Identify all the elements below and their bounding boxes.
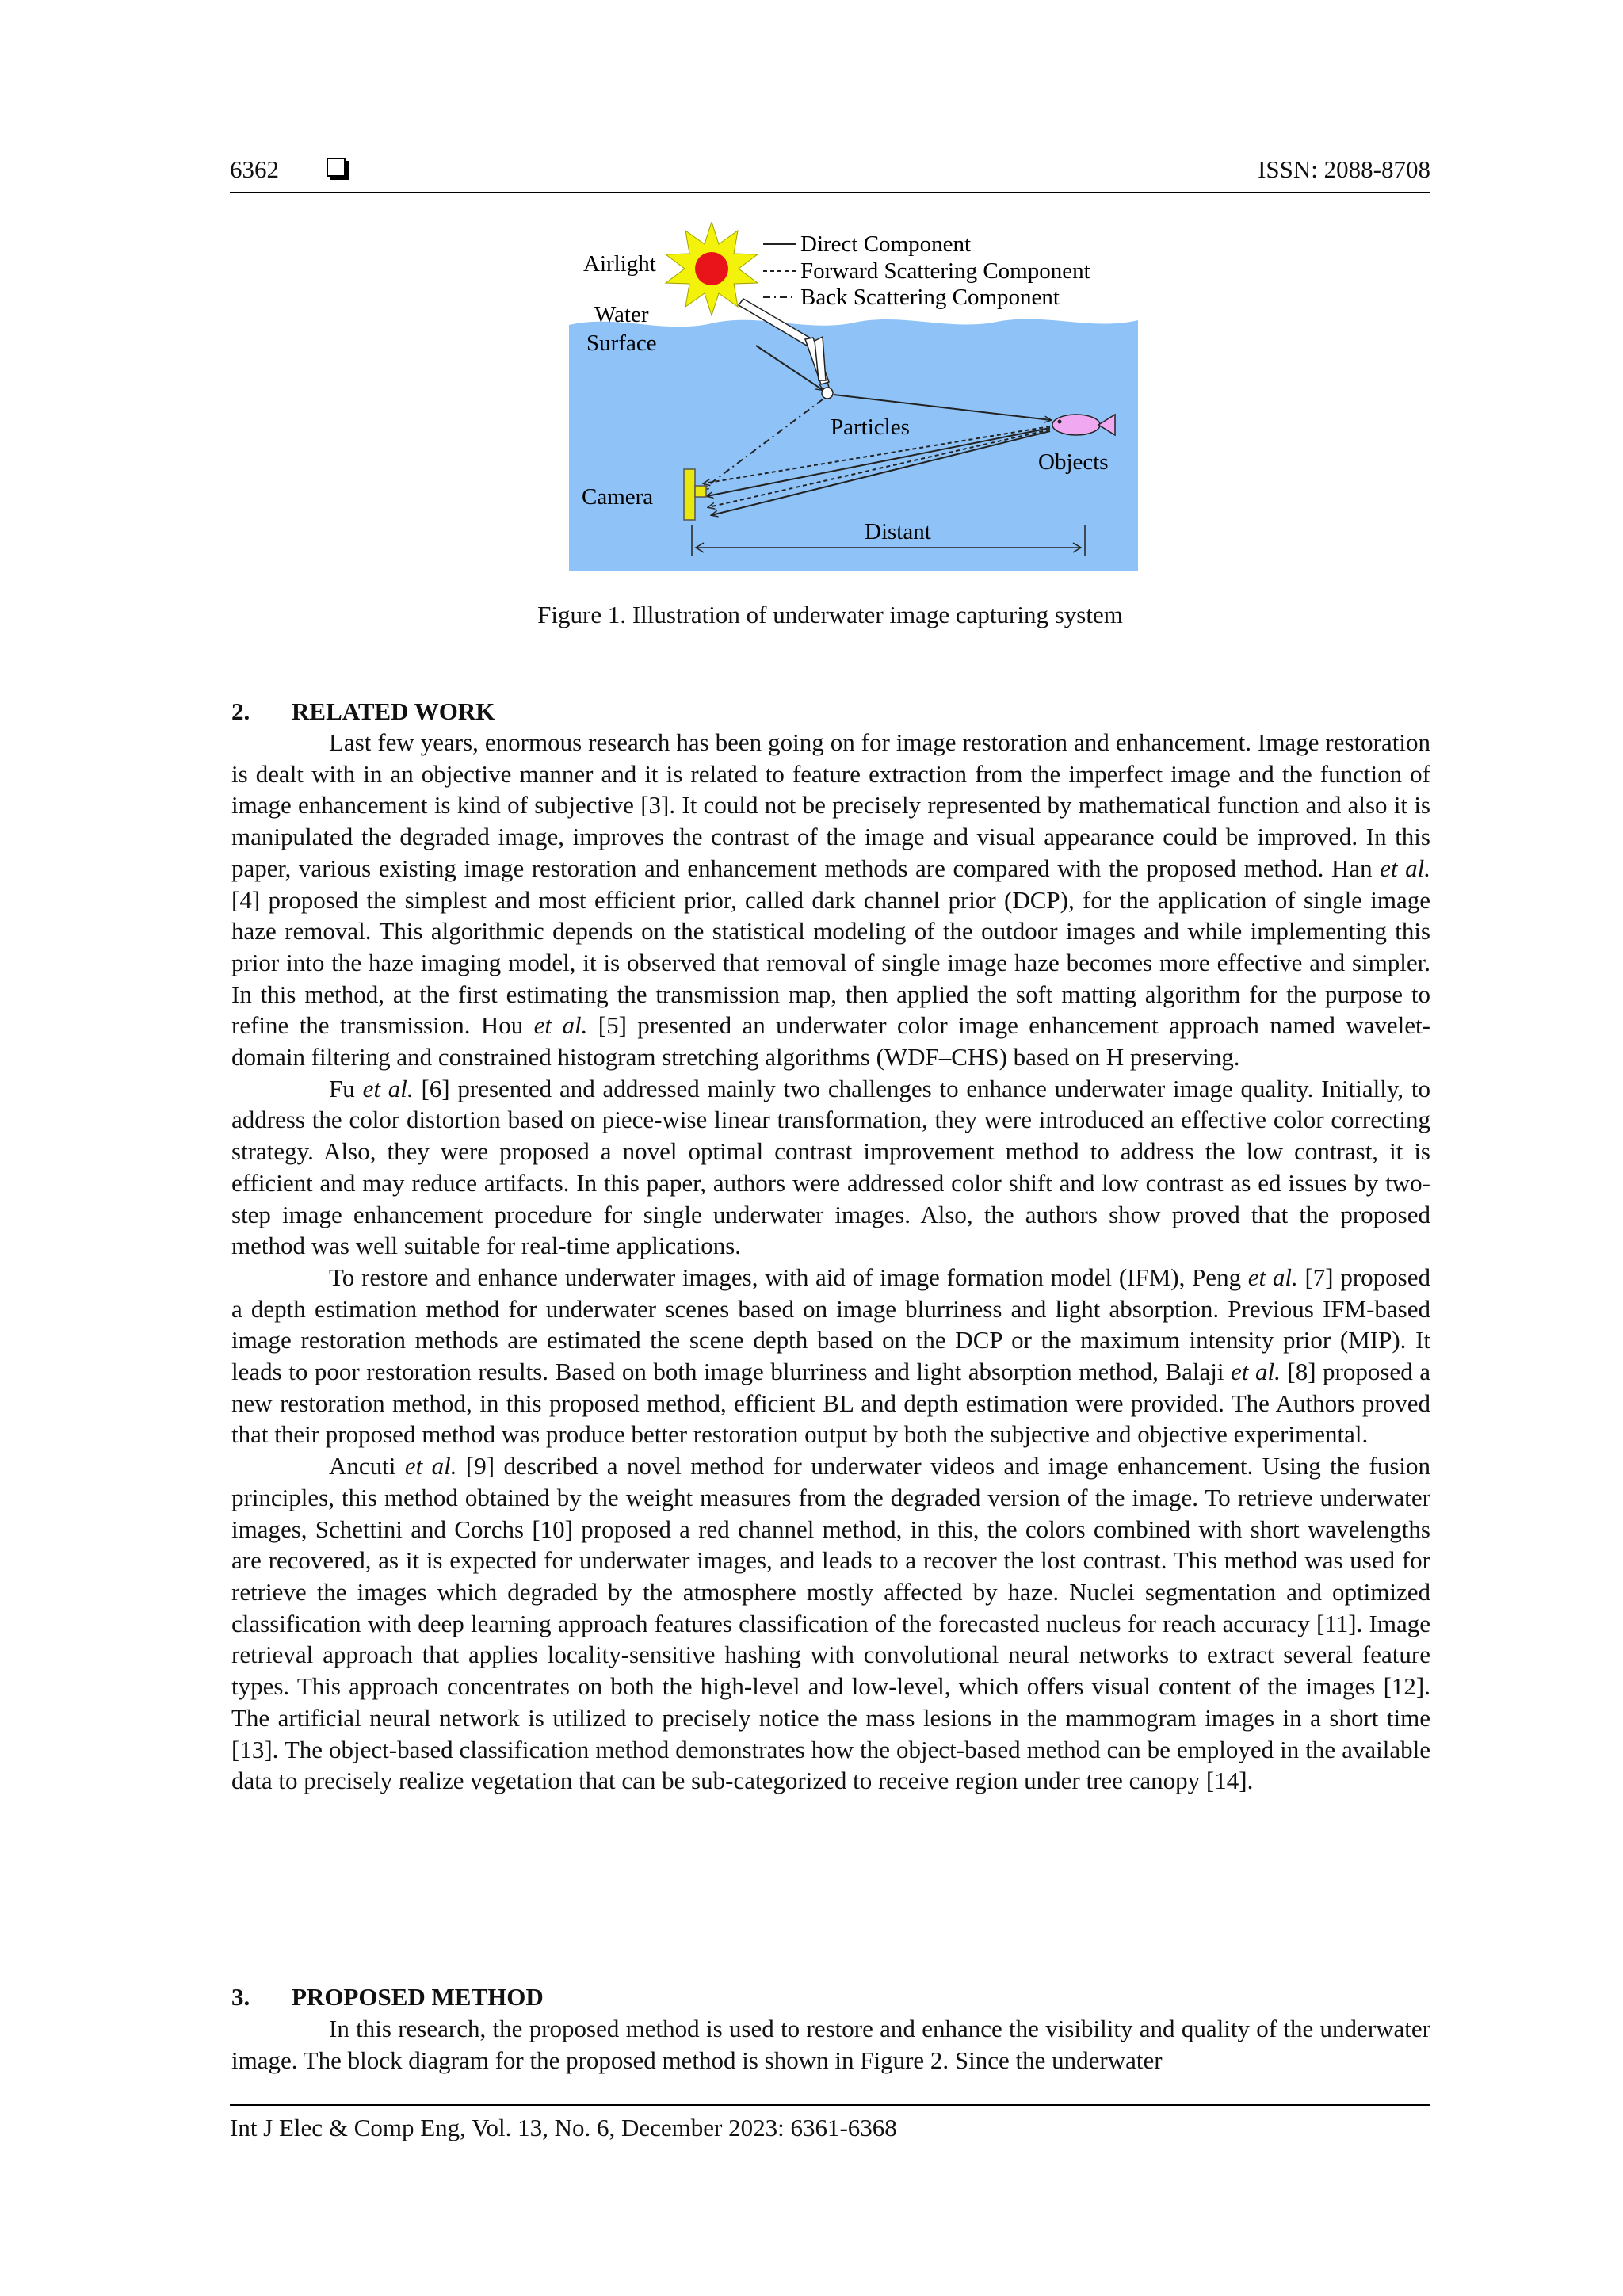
italic-text: et al. [533, 1011, 588, 1040]
section-3-title: PROPOSED METHOD [292, 1983, 544, 2011]
label-water: Water [594, 302, 649, 327]
particle-icon [822, 388, 833, 399]
legend-back: Back Scattering Component [800, 285, 1060, 310]
figure-1-caption: Figure 1. Illustration of underwater image capturing system [537, 601, 1123, 628]
label-airlight: Airlight [583, 251, 656, 277]
section-2-number: 2. [231, 697, 250, 725]
section-3-heading [231, 1983, 544, 2011]
running-header [230, 155, 1430, 193]
checkbox-bullet-icon [327, 158, 346, 177]
italic-text: et al. [404, 1452, 457, 1480]
paragraph: In this research, the proposed method is used to restore and enhance the visibility and quality of the underwater image. The block diagram for the proposed method is shown in Figure 2. Since the underwater [231, 2015, 1430, 2074]
section-2-body [231, 727, 1430, 1797]
figure-1 [569, 222, 1138, 571]
section-2-title: RELATED WORK [292, 697, 495, 725]
paragraph: To restore and enhance underwater images, with aid of image formation model (IFM), Peng et al. [7] proposed a depth estimation method for underwater scenes based on image blurriness and light absorption. Previous IFM-based image restoration methods are estimated the scene depth based on the DCP or the maximum intensity prior (MIP). It leads to poor restoration results. Based on both image blurriness and light absorption method, Balaji et al. [8] proposed a new restoration method, in this proposed method, efficient BL and depth estimation were provided. The Authors proved that their proposed method was produce better restoration output by both the subjective and objective experimental. [231, 1263, 1430, 1449]
section-2-heading [231, 697, 495, 726]
running-footer [230, 2104, 1430, 2142]
label-camera: Camera [582, 484, 654, 510]
section-3-body [231, 2013, 1430, 2076]
paragraph: Last few years, enormous research has been going on for image restoration and enhancement. Image restoration is dealt with in an objective manner and it is related to feature extraction from the imperfect image and the function of image enhancement is kind of subjective [3]. It could not be precisely represented by mathematical function and also it is manipulated the degraded image, improves the contrast of the image and visual appearance could be improved. In this paper, various existing image restoration and enhancement methods are compared with the proposed method. Han et al. [4] proposed the simplest and most efficient prior, called dark channel prior (DCP), for the application of single image haze removal. This algorithmic depends on the statistical modeling of the outdoor images and while implementing this prior into the haze imaging model, it is observed that removal of single image haze becomes more effective and simpler. In this method, at the first estimating the transmission map, then applied the soft matting algorithm for the purpose to refine the transmission. Hou et al. [5] presented an underwater color image enhancement approach named wavelet-domain filtering and constrained histogram stretching algorithms (WDF–CHS) based on H preserving. [231, 728, 1430, 1072]
water-body [569, 319, 1138, 571]
section-3-number: 3. [231, 1983, 250, 2011]
italic-text: et al. [1231, 1358, 1281, 1386]
legend-forward: Forward Scattering Component [800, 258, 1090, 284]
legend-direct: Direct Component [800, 231, 972, 257]
paragraph: Fu et al. [6] presented and addressed mainly two challenges to enhance underwater image quality. Initially, to address the color distortion based on piece-wise linear transformation, they were introduced an effective color correcting strategy. Also, they were proposed a novel optimal contrast improvement method to address the low contrast, it is efficient and may reduce artifacts. In this paper, authors were addressed color shift and low contrast as ed issues by two-step image enhancement procedure for single underwater images. Also, the authors show proved that the proposed method was well suitable for real-time applications. [231, 1074, 1430, 1260]
label-distant: Distant [865, 519, 931, 544]
figure-1-diagram [569, 222, 1138, 571]
issn: ISSN: 2088-8708 [1258, 155, 1430, 183]
label-objects: Objects [1038, 449, 1109, 475]
label-particles: Particles [831, 415, 910, 440]
paragraph: Ancuti et al. [9] described a novel method for underwater videos and image enhancement. Using the fusion principles, this method obtained by the weight measures from the degraded version of the image. To retrieve underwater images, Schettini and Corchs [10] proposed a red channel method, in this, the colors combined with short wavelengths are recovered, as it is expected for underwater images, and leads to a recover the lost contrast. This method was used for retrieve the images which degraded by the atmosphere mostly affected by haze. Nuclei segmentation and optimized classification with deep learning approach features classification of the forecasted nucleus for reach accuracy [11]. Image retrieval approach that applies locality-sensitive hashing with convolutional neural networks to extract several feature types. This approach concentrates on both the high-level and low-level, which offers visual content of the images [12]. The artificial neural network is utilized to precisely notice the mass lesions in the mammogram images in a short time [13]. The object-based classification method demonstrates how the object-based method can be employed in the available data to precisely realize vegetation that can be sub-categorized to receive region under tree canopy [14]. [231, 1452, 1430, 1795]
italic-text: et al. [362, 1074, 414, 1102]
italic-text: et al. [1247, 1263, 1298, 1291]
legend [763, 231, 1090, 310]
page-number: 6362 [230, 155, 279, 183]
italic-text: et al. [1380, 854, 1430, 882]
journal-citation: Int J Elec & Comp Eng, Vol. 13, No. 6, December 2023: 6361-6368 [230, 2114, 897, 2141]
label-surface: Surface [586, 330, 657, 356]
